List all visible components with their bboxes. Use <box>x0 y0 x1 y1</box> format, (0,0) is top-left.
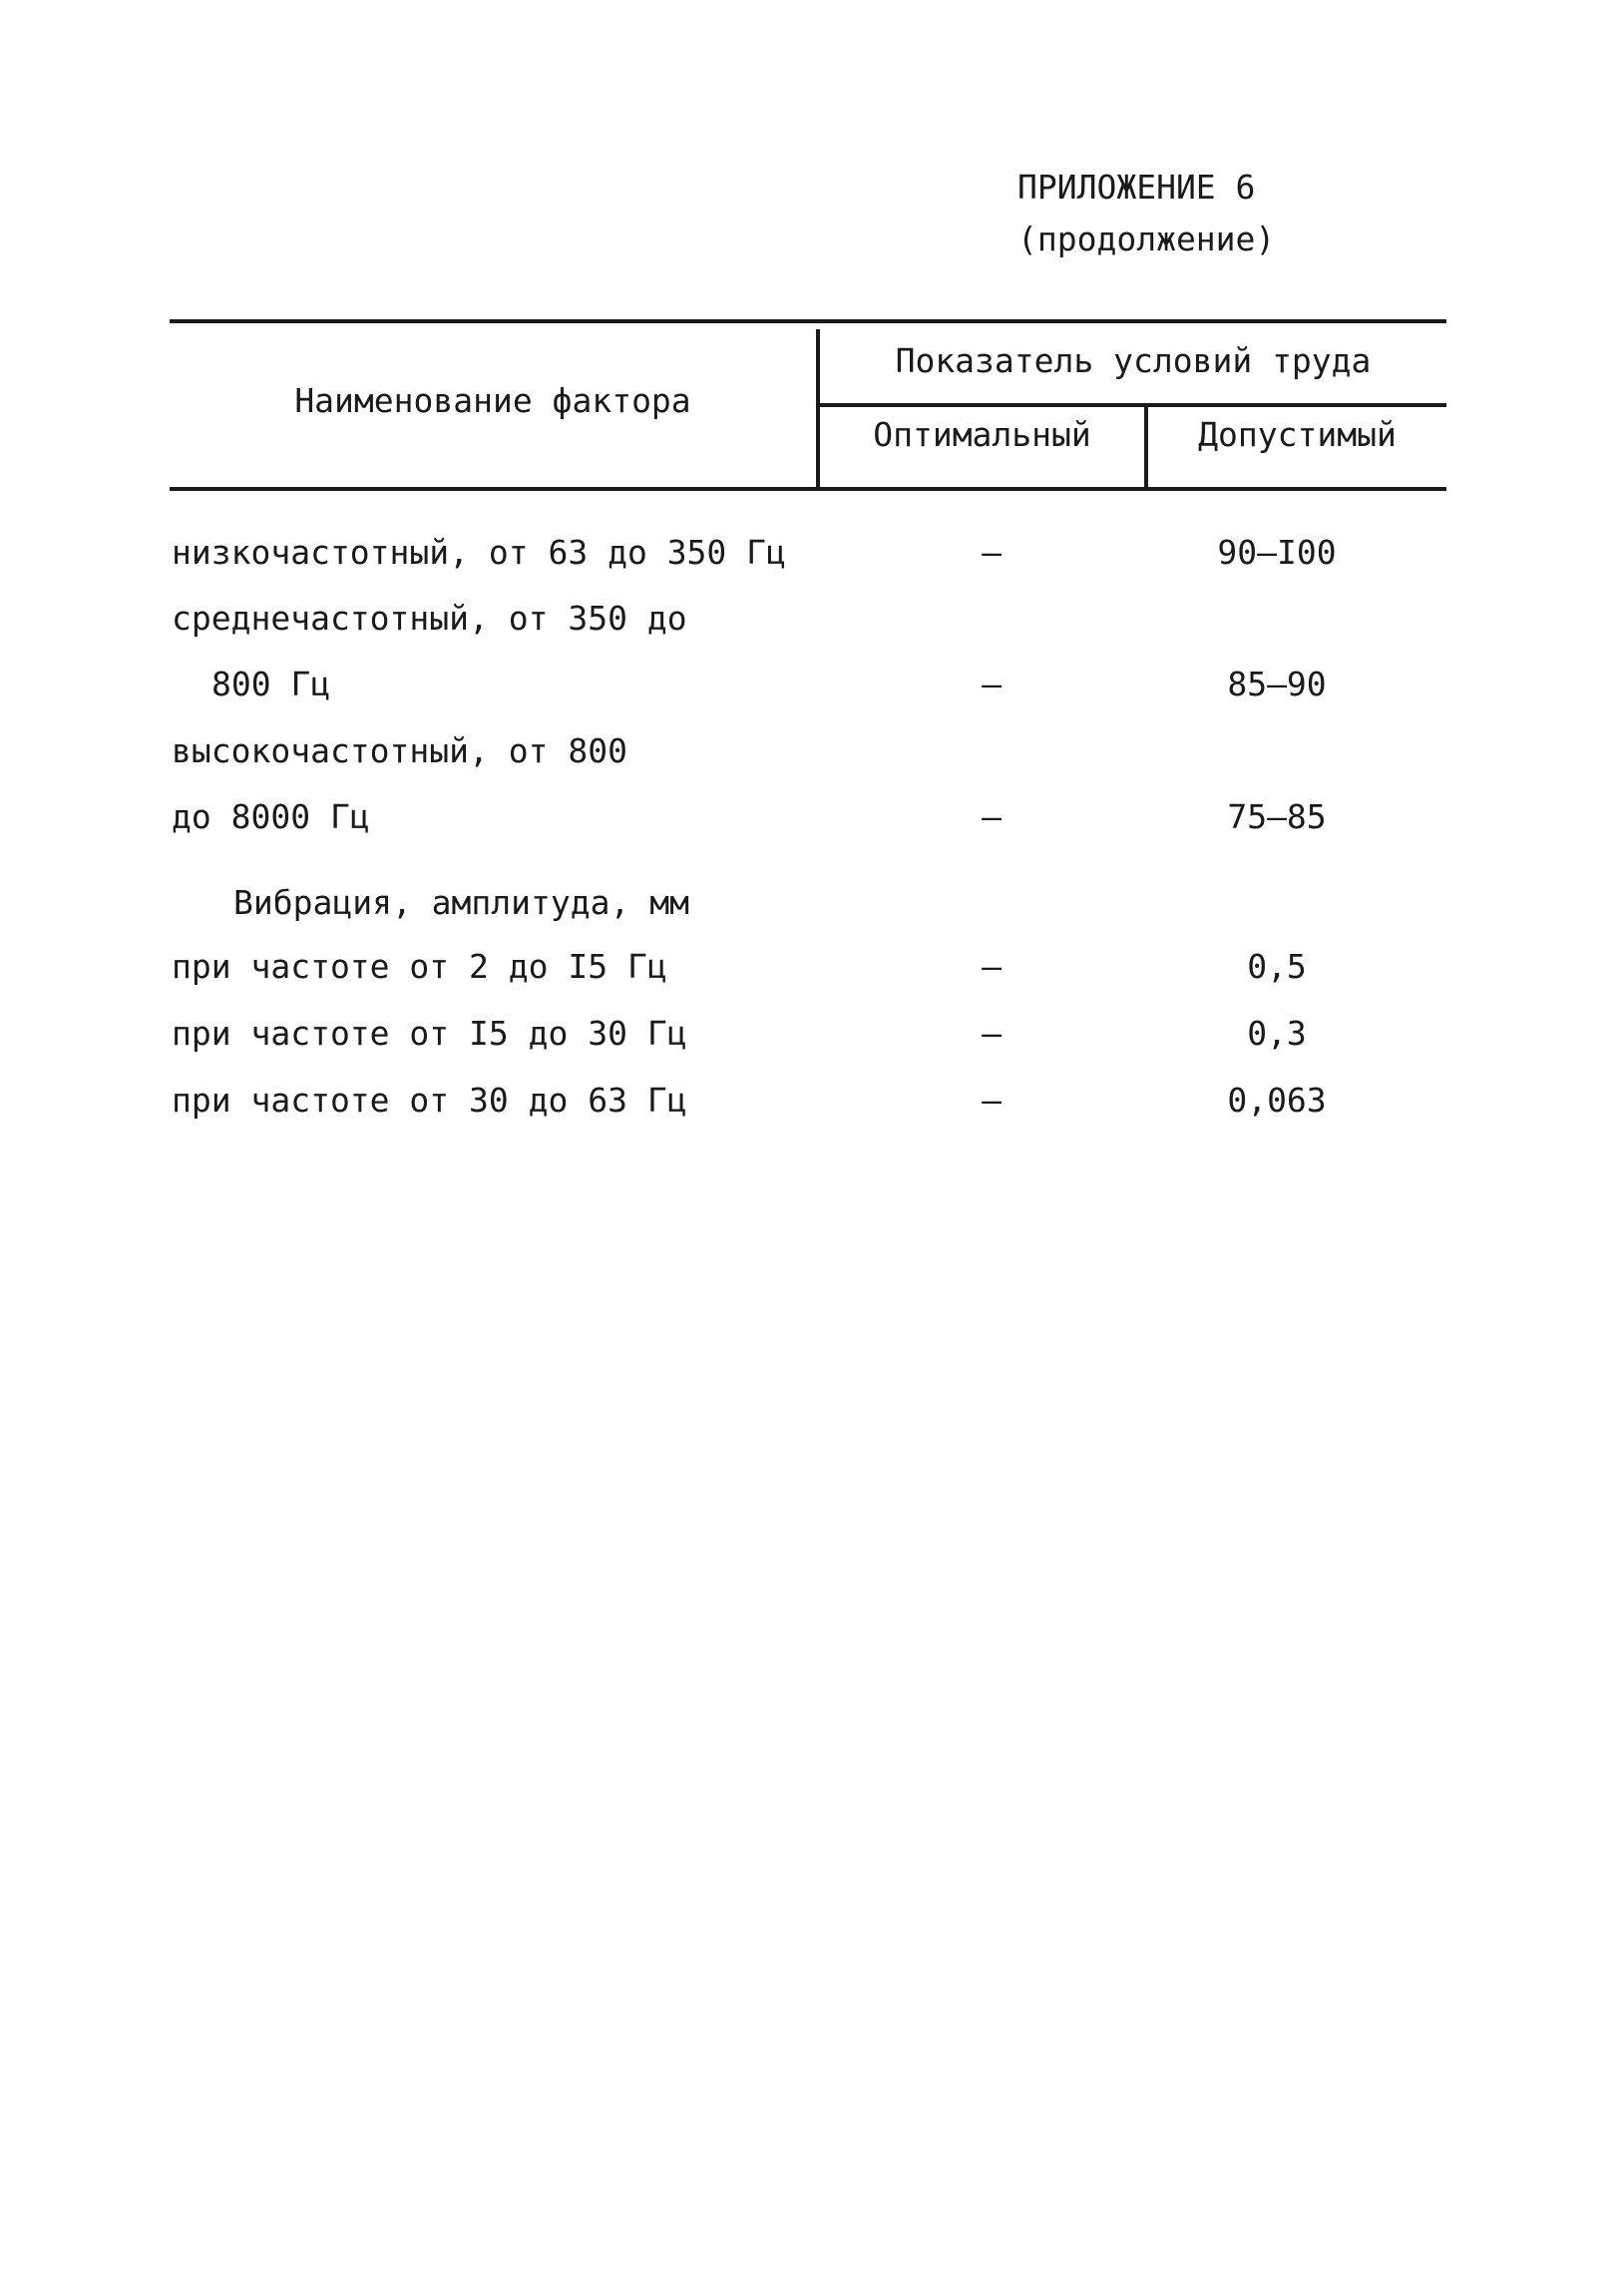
table-row <box>0 1010 1619 1058</box>
table-row <box>0 879 1619 927</box>
row-permissible-value: 90–I00 <box>1217 533 1337 572</box>
row-factor-name: 800 Гц <box>211 665 331 703</box>
table-row <box>0 661 1619 708</box>
row-optimal-value: – <box>982 665 1002 703</box>
header-factor-name: Наименование фактора <box>294 381 691 420</box>
row-optimal-value: – <box>982 533 1002 572</box>
row-factor-name: при частоте от I5 до 30 Гц <box>172 1014 687 1053</box>
row-factor-name: высокочастотный, от 800 <box>172 731 627 770</box>
appendix-subtitle: (продолжение) <box>1017 220 1276 258</box>
table-row <box>0 529 1619 577</box>
row-permissible-value: 85–90 <box>1227 665 1327 703</box>
row-optimal-value: – <box>982 1081 1002 1120</box>
row-factor-name: низкочастотный, от 63 до 350 Гц <box>172 533 786 572</box>
row-factor-name: при частоте от 2 до I5 Гц <box>172 947 667 986</box>
row-factor-name: среднечастотный, от 350 до <box>172 599 687 638</box>
row-permissible-value: 75–85 <box>1227 797 1327 836</box>
table-row <box>0 595 1619 643</box>
row-permissible-value: 0,3 <box>1247 1014 1307 1053</box>
table-row <box>0 727 1619 775</box>
appendix-title: ПРИЛОЖЕНИЕ 6 <box>1017 168 1256 207</box>
table-row <box>0 793 1619 841</box>
row-factor-name: до 8000 Гц <box>172 797 370 836</box>
row-permissible-value: 0,063 <box>1227 1081 1327 1120</box>
row-optimal-value: – <box>982 947 1002 986</box>
header-optimal: Оптимальный <box>873 415 1091 454</box>
row-optimal-value: – <box>982 797 1002 836</box>
header-conditions-group: Показатель условий труда <box>895 341 1372 380</box>
row-factor-name: Вибрация, амплитуда, мм <box>233 883 689 922</box>
header-permissible: Допустимый <box>1198 415 1397 454</box>
table-row <box>0 1077 1619 1125</box>
row-factor-name: при частоте от 30 до 63 Гц <box>172 1081 687 1120</box>
row-permissible-value: 0,5 <box>1247 947 1307 986</box>
row-optimal-value: – <box>982 1014 1002 1053</box>
table-row <box>0 943 1619 991</box>
